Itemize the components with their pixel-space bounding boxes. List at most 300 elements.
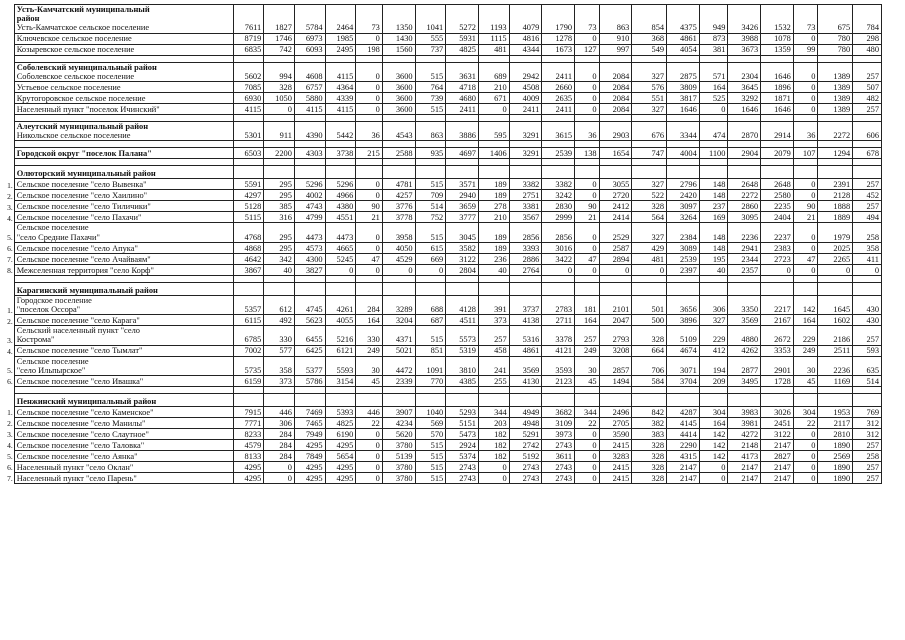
table-row bbox=[4, 201, 882, 212]
value-cell: 494 bbox=[853, 212, 882, 223]
value-cell: 4371 bbox=[382, 326, 415, 345]
value-cell: 0 bbox=[575, 179, 600, 190]
value-cell: 4315 bbox=[667, 451, 700, 462]
value-cell bbox=[446, 166, 479, 179]
value-cell: 2290 bbox=[667, 440, 700, 451]
settlement-name bbox=[14, 201, 233, 212]
row-number: 5. bbox=[7, 366, 13, 376]
value-cell: 3673 bbox=[728, 44, 761, 55]
value-cell: 2856 bbox=[542, 223, 575, 242]
spacer-row bbox=[4, 141, 882, 148]
value-cell: 3289 bbox=[382, 295, 415, 314]
value-cell: 327 bbox=[632, 62, 667, 81]
settlement-name-line: Сельское поселение "село Ачайваям" bbox=[16, 254, 151, 264]
value-cell: 2751 bbox=[509, 190, 542, 201]
value-cell: 458 bbox=[478, 345, 509, 356]
value-cell: 142 bbox=[793, 295, 818, 314]
value-cell: 2344 bbox=[728, 253, 761, 264]
value-cell: 2870 bbox=[728, 122, 761, 141]
value-cell: 2404 bbox=[761, 212, 794, 223]
value-cell: 2397 bbox=[667, 264, 700, 275]
value-cell bbox=[478, 282, 509, 295]
value-cell bbox=[446, 394, 479, 407]
value-cell: 2764 bbox=[509, 264, 542, 275]
value-cell: 2940 bbox=[446, 190, 479, 201]
value-cell: 429 bbox=[632, 242, 667, 253]
value-cell: 4697 bbox=[446, 148, 479, 159]
value-cell: 737 bbox=[415, 44, 446, 55]
value-cell: 873 bbox=[699, 33, 728, 44]
value-cell: 2999 bbox=[542, 212, 575, 223]
settlement-name-line: Крутогоровское сельское поселение bbox=[16, 93, 146, 103]
value-cell: 1050 bbox=[264, 93, 295, 104]
spacer-row bbox=[4, 159, 882, 166]
value-cell: 5291 bbox=[509, 429, 542, 440]
settlement-name bbox=[14, 223, 233, 242]
value-cell: 164 bbox=[699, 82, 728, 93]
value-cell: 2529 bbox=[599, 223, 632, 242]
value-cell: 3600 bbox=[382, 62, 415, 81]
value-cell: 606 bbox=[853, 122, 882, 141]
row-number: 3. bbox=[7, 202, 13, 212]
value-cell: 295 bbox=[264, 190, 295, 201]
value-cell: 2101 bbox=[599, 295, 632, 314]
value-cell: 4300 bbox=[294, 253, 325, 264]
value-cell: 0 bbox=[356, 179, 383, 190]
value-cell: 0 bbox=[575, 190, 600, 201]
value-cell: 5591 bbox=[233, 179, 264, 190]
value-cell: 1646 bbox=[761, 104, 794, 115]
value-cell: 1078 bbox=[761, 33, 794, 44]
value-cell: 1389 bbox=[818, 104, 853, 115]
value-cell: 0 bbox=[356, 242, 383, 253]
value-cell: 3907 bbox=[382, 407, 415, 418]
value-cell: 3682 bbox=[542, 407, 575, 418]
value-cell: 615 bbox=[415, 242, 446, 253]
row-number bbox=[4, 93, 14, 104]
settlement-name-line: Сельское поселение "село Пахачи" bbox=[16, 213, 142, 223]
value-cell: 195 bbox=[699, 253, 728, 264]
value-cell: 5151 bbox=[446, 418, 479, 429]
value-cell: 3350 bbox=[728, 295, 761, 314]
value-cell: 30 bbox=[575, 356, 600, 375]
value-cell: 312 bbox=[853, 429, 882, 440]
value-cell: 1389 bbox=[818, 82, 853, 93]
value-cell: 515 bbox=[415, 440, 446, 451]
value-cell: 0 bbox=[264, 473, 295, 484]
value-cell: 2420 bbox=[667, 190, 700, 201]
value-cell: 5784 bbox=[294, 5, 325, 34]
value-cell: 7849 bbox=[294, 451, 325, 462]
value-cell: 481 bbox=[632, 253, 667, 264]
value-cell: 257 bbox=[575, 326, 600, 345]
value-cell bbox=[575, 166, 600, 179]
value-cell: 851 bbox=[415, 345, 446, 356]
table-row bbox=[4, 376, 882, 387]
value-cell: 2941 bbox=[728, 242, 761, 253]
value-cell: 7085 bbox=[233, 82, 264, 93]
value-cell: 3631 bbox=[446, 62, 479, 81]
settlement-name bbox=[14, 473, 233, 484]
value-cell: 1406 bbox=[478, 148, 509, 159]
value-cell bbox=[382, 394, 415, 407]
value-cell: 8719 bbox=[233, 33, 264, 44]
value-cell: 4287 bbox=[667, 407, 700, 418]
value-cell: 0 bbox=[575, 451, 600, 462]
value-cell: 3071 bbox=[667, 356, 700, 375]
value-cell: 863 bbox=[415, 122, 446, 141]
value-cell: 295 bbox=[264, 179, 295, 190]
value-cell: 236 bbox=[478, 253, 509, 264]
value-cell: 45 bbox=[356, 376, 383, 387]
value-cell: 664 bbox=[632, 345, 667, 356]
spacer-row bbox=[4, 387, 882, 394]
value-cell: 2384 bbox=[667, 223, 700, 242]
table-row bbox=[4, 242, 882, 253]
settlement-name-line: Сельское поселение "село Карага" bbox=[16, 316, 140, 326]
value-cell bbox=[264, 394, 295, 407]
value-cell: 1041 bbox=[415, 5, 446, 34]
value-cell: 2914 bbox=[761, 122, 794, 141]
value-cell: 4262 bbox=[728, 345, 761, 356]
value-cell: 4674 bbox=[667, 345, 700, 356]
district-header-row bbox=[4, 394, 882, 407]
value-cell: 209 bbox=[699, 376, 728, 387]
value-cell: 4816 bbox=[509, 33, 542, 44]
value-cell bbox=[853, 166, 882, 179]
value-cell: 4079 bbox=[509, 5, 542, 34]
value-cell: 0 bbox=[356, 451, 383, 462]
value-cell: 142 bbox=[699, 429, 728, 440]
value-cell: 3571 bbox=[446, 179, 479, 190]
value-cell: 0 bbox=[264, 104, 295, 115]
value-cell: 1890 bbox=[818, 473, 853, 484]
value-cell: 6121 bbox=[325, 345, 356, 356]
value-cell: 330 bbox=[264, 326, 295, 345]
table-row bbox=[4, 345, 882, 356]
settlement-name-line: Населенный пункт "село Парень" bbox=[16, 473, 137, 483]
settlement-name bbox=[14, 282, 233, 295]
value-cell: 373 bbox=[478, 315, 509, 326]
value-cell bbox=[761, 394, 794, 407]
value-cell: 2875 bbox=[667, 62, 700, 81]
value-cell: 0 bbox=[356, 440, 383, 451]
value-cell: 5115 bbox=[233, 212, 264, 223]
settlement-name-line: Сельское поселение "село Тиличики" bbox=[16, 202, 151, 212]
value-cell: 36 bbox=[356, 122, 383, 141]
value-cell: 4145 bbox=[667, 418, 700, 429]
value-cell: 3055 bbox=[599, 179, 632, 190]
row-number: 7. bbox=[7, 474, 13, 484]
value-cell: 4257 bbox=[382, 190, 415, 201]
value-cell: 5319 bbox=[446, 345, 479, 356]
value-cell: 5021 bbox=[382, 345, 415, 356]
row-number: 5. bbox=[7, 452, 13, 462]
value-cell: 4414 bbox=[667, 429, 700, 440]
district-title: Соболевский муниципальный район bbox=[16, 62, 157, 72]
value-cell bbox=[728, 282, 761, 295]
settlement-name bbox=[14, 451, 233, 462]
value-cell: 2451 bbox=[761, 418, 794, 429]
settlement-name-line: "село Средние Пахачи" bbox=[16, 232, 100, 242]
value-cell: 4375 bbox=[667, 5, 700, 34]
value-cell: 0 bbox=[599, 264, 632, 275]
value-cell: 446 bbox=[264, 407, 295, 418]
value-cell: 0 bbox=[356, 190, 383, 201]
value-cell: 0 bbox=[356, 82, 383, 93]
settlement-name-line: Устьевое сельское поселение bbox=[16, 82, 121, 92]
value-cell: 411 bbox=[853, 253, 882, 264]
value-cell: 2743 bbox=[542, 473, 575, 484]
value-cell: 47 bbox=[356, 253, 383, 264]
value-cell: 249 bbox=[793, 345, 818, 356]
settlement-name bbox=[14, 345, 233, 356]
value-cell: 4115 bbox=[233, 104, 264, 115]
value-cell: 4130 bbox=[509, 376, 542, 387]
value-cell bbox=[415, 166, 446, 179]
value-cell bbox=[575, 394, 600, 407]
value-cell: 3645 bbox=[728, 82, 761, 93]
value-cell: 1896 bbox=[761, 82, 794, 93]
value-cell: 8133 bbox=[233, 451, 264, 462]
value-cell: 2569 bbox=[818, 451, 853, 462]
value-cell: 4511 bbox=[446, 315, 479, 326]
value-cell bbox=[699, 394, 728, 407]
value-cell: 2147 bbox=[667, 473, 700, 484]
value-cell: 0 bbox=[575, 242, 600, 253]
value-cell: 3381 bbox=[509, 201, 542, 212]
value-cell: 73 bbox=[356, 5, 383, 34]
value-cell: 2580 bbox=[761, 190, 794, 201]
value-cell bbox=[294, 282, 325, 295]
value-cell: 4364 bbox=[325, 82, 356, 93]
value-cell: 1646 bbox=[761, 62, 794, 81]
value-cell: 7002 bbox=[233, 345, 264, 356]
value-cell bbox=[667, 282, 700, 295]
value-cell bbox=[478, 166, 509, 179]
value-cell: 4861 bbox=[667, 33, 700, 44]
value-cell: 47 bbox=[793, 253, 818, 264]
value-cell: 595 bbox=[478, 122, 509, 141]
value-cell bbox=[632, 166, 667, 179]
value-cell: 676 bbox=[632, 122, 667, 141]
value-cell: 5602 bbox=[233, 62, 264, 81]
value-cell: 5593 bbox=[325, 356, 356, 375]
value-cell: 2079 bbox=[761, 148, 794, 159]
value-cell: 3283 bbox=[599, 451, 632, 462]
value-cell: 4344 bbox=[509, 44, 542, 55]
value-cell bbox=[382, 166, 415, 179]
value-cell: 635 bbox=[853, 356, 882, 375]
value-cell: 306 bbox=[264, 418, 295, 429]
value-cell: 446 bbox=[356, 407, 383, 418]
value-cell bbox=[356, 394, 383, 407]
value-cell: 36 bbox=[575, 122, 600, 141]
row-number: 3. bbox=[7, 430, 13, 440]
settlement-name-line: Сельский населенный пункт "село bbox=[16, 326, 140, 336]
value-cell: 6093 bbox=[294, 44, 325, 55]
value-cell: 1728 bbox=[761, 376, 794, 387]
value-cell: 229 bbox=[793, 326, 818, 345]
value-cell: 0 bbox=[575, 104, 600, 115]
value-cell: 854 bbox=[632, 5, 667, 34]
settlement-name bbox=[14, 315, 233, 326]
value-cell: 3016 bbox=[542, 242, 575, 253]
table-row bbox=[4, 440, 882, 451]
value-cell: 5296 bbox=[294, 179, 325, 190]
value-cell: 514 bbox=[415, 201, 446, 212]
value-cell: 22 bbox=[793, 418, 818, 429]
value-cell: 0 bbox=[575, 429, 600, 440]
value-cell: 612 bbox=[264, 295, 295, 314]
value-cell: 452 bbox=[853, 190, 882, 201]
settlement-name-line: Козыревское сельское поселение bbox=[16, 45, 135, 55]
table-row bbox=[4, 407, 882, 418]
value-cell: 3109 bbox=[542, 418, 575, 429]
district-title: Алеутский муниципальный район bbox=[16, 122, 149, 132]
value-cell bbox=[761, 166, 794, 179]
value-cell bbox=[818, 282, 853, 295]
value-cell: 0 bbox=[356, 93, 383, 104]
row-number: 2. bbox=[7, 316, 13, 326]
value-cell: 4295 bbox=[325, 462, 356, 473]
value-cell: 4002 bbox=[294, 190, 325, 201]
value-cell bbox=[599, 166, 632, 179]
district-title: район bbox=[16, 14, 40, 24]
value-cell: 492 bbox=[264, 315, 295, 326]
value-cell: 2743 bbox=[509, 462, 542, 473]
value-cell: 5573 bbox=[446, 326, 479, 345]
table-row bbox=[4, 190, 882, 201]
value-cell: 430 bbox=[853, 315, 882, 326]
value-cell: 0 bbox=[793, 242, 818, 253]
value-cell: 515 bbox=[415, 473, 446, 484]
value-cell: 1294 bbox=[818, 148, 853, 159]
value-cell: 4551 bbox=[325, 212, 356, 223]
settlement-name bbox=[14, 62, 233, 81]
settlement-name bbox=[14, 104, 233, 115]
value-cell: 148 bbox=[699, 179, 728, 190]
value-cell: 1746 bbox=[264, 33, 295, 44]
value-cell: 577 bbox=[264, 345, 295, 356]
value-cell bbox=[509, 282, 542, 295]
value-cell: 164 bbox=[575, 315, 600, 326]
value-cell: 752 bbox=[415, 212, 446, 223]
value-cell: 2495 bbox=[325, 44, 356, 55]
value-cell bbox=[325, 394, 356, 407]
table-row bbox=[4, 223, 882, 242]
table-row bbox=[4, 356, 882, 375]
value-cell bbox=[478, 394, 509, 407]
value-cell: 3045 bbox=[446, 223, 479, 242]
value-cell: 0 bbox=[325, 264, 356, 275]
value-cell: 1827 bbox=[264, 5, 295, 34]
value-cell: 304 bbox=[699, 407, 728, 418]
value-cell: 0 bbox=[793, 62, 818, 81]
value-cell: 1654 bbox=[599, 148, 632, 159]
value-cell: 3827 bbox=[294, 264, 325, 275]
value-cell: 255 bbox=[478, 376, 509, 387]
value-cell: 3988 bbox=[728, 33, 761, 44]
value-cell: 284 bbox=[356, 295, 383, 314]
value-cell: 73 bbox=[793, 5, 818, 34]
district-header-row bbox=[4, 166, 882, 179]
value-cell: 564 bbox=[632, 212, 667, 223]
value-cell: 2339 bbox=[382, 376, 415, 387]
value-cell: 481 bbox=[478, 44, 509, 55]
value-cell: 1115 bbox=[478, 33, 509, 44]
value-cell: 45 bbox=[575, 376, 600, 387]
value-cell: 107 bbox=[793, 148, 818, 159]
value-cell: 2200 bbox=[264, 148, 295, 159]
value-cell: 1494 bbox=[599, 376, 632, 387]
value-cell: 2148 bbox=[728, 440, 761, 451]
value-cell: 90 bbox=[793, 201, 818, 212]
value-cell: 3291 bbox=[509, 122, 542, 141]
value-cell: 4680 bbox=[446, 93, 479, 104]
value-cell bbox=[599, 394, 632, 407]
value-cell: 36 bbox=[793, 122, 818, 141]
value-cell: 295 bbox=[264, 242, 295, 253]
value-cell: 3208 bbox=[599, 345, 632, 356]
district-header-row bbox=[4, 282, 882, 295]
value-cell: 863 bbox=[599, 5, 632, 34]
value-cell: 0 bbox=[575, 93, 600, 104]
value-cell: 780 bbox=[818, 33, 853, 44]
value-cell: 1979 bbox=[818, 223, 853, 242]
value-cell: 3777 bbox=[446, 212, 479, 223]
value-cell: 3353 bbox=[761, 345, 794, 356]
value-cell: 742 bbox=[264, 44, 295, 55]
value-cell bbox=[667, 166, 700, 179]
value-cell: 515 bbox=[415, 326, 446, 345]
value-cell bbox=[793, 166, 818, 179]
settlement-name-line: Никольское сельское поселение bbox=[16, 131, 131, 141]
value-cell bbox=[294, 166, 325, 179]
value-cell: 4303 bbox=[294, 148, 325, 159]
value-cell: 3204 bbox=[382, 315, 415, 326]
row-number bbox=[4, 33, 14, 44]
value-cell: 671 bbox=[478, 93, 509, 104]
value-cell: 2793 bbox=[599, 326, 632, 345]
value-cell: 4949 bbox=[509, 407, 542, 418]
value-cell: 1645 bbox=[818, 295, 853, 314]
value-cell: 383 bbox=[632, 429, 667, 440]
value-cell: 138 bbox=[575, 148, 600, 159]
value-cell: 2411 bbox=[542, 104, 575, 115]
value-cell: 2415 bbox=[599, 473, 632, 484]
value-cell bbox=[356, 282, 383, 295]
value-cell: 6503 bbox=[233, 148, 264, 159]
value-cell: 4825 bbox=[325, 418, 356, 429]
row-number bbox=[4, 122, 14, 141]
value-cell: 249 bbox=[575, 345, 600, 356]
value-cell: 304 bbox=[793, 407, 818, 418]
budget-table-sheet bbox=[4, 4, 882, 632]
value-cell: 4115 bbox=[325, 104, 356, 115]
table-row bbox=[4, 33, 882, 44]
value-cell bbox=[509, 394, 542, 407]
settlement-name-line: Сельское поселение bbox=[16, 356, 89, 366]
value-cell: 4138 bbox=[509, 315, 542, 326]
value-cell: 3122 bbox=[761, 429, 794, 440]
table-row bbox=[4, 315, 882, 326]
value-cell: 6455 bbox=[294, 326, 325, 345]
value-cell: 2635 bbox=[542, 93, 575, 104]
value-cell: 1040 bbox=[415, 407, 446, 418]
value-cell: 2743 bbox=[446, 462, 479, 473]
value-cell: 99 bbox=[793, 44, 818, 55]
